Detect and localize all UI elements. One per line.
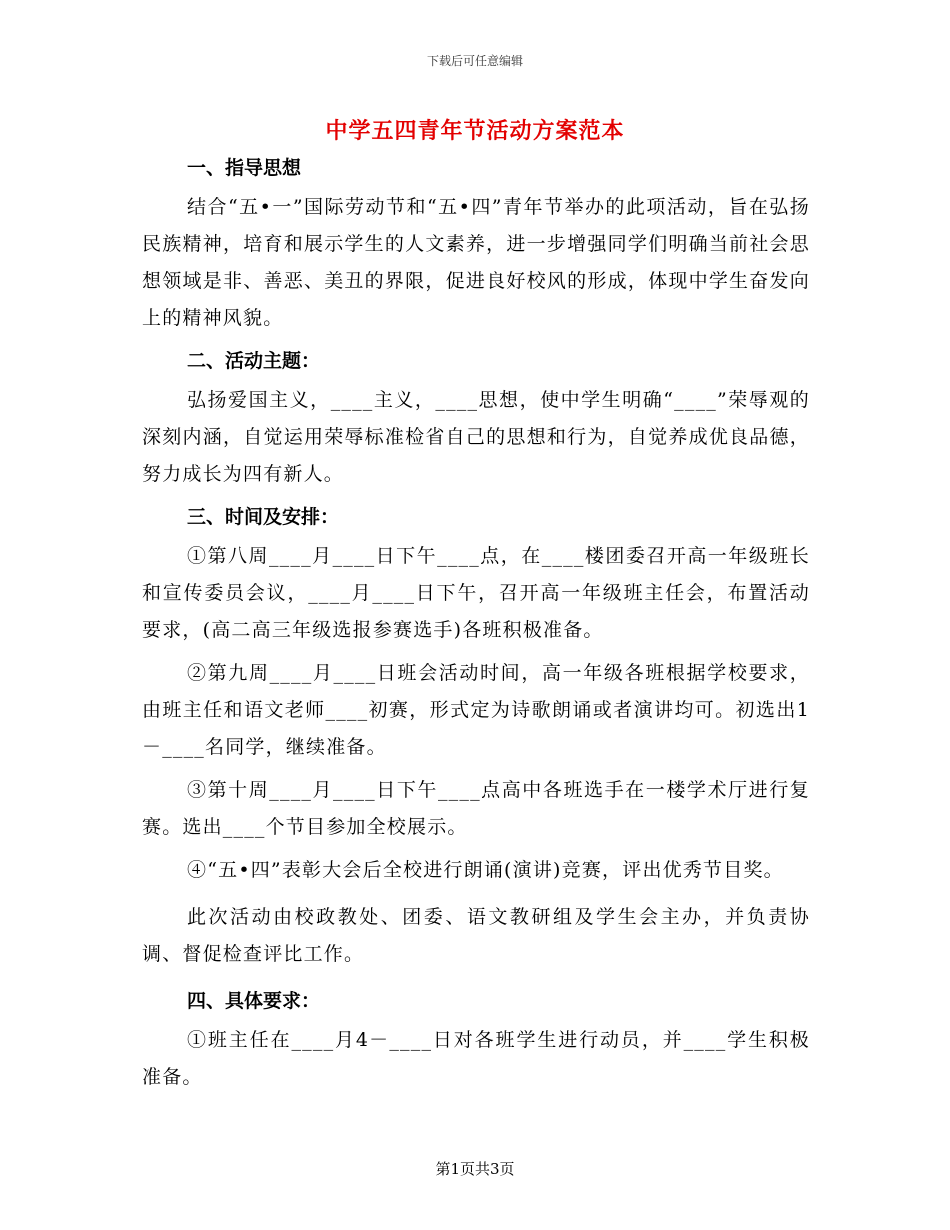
- section-heading: 三、时间及安排：: [187, 506, 340, 528]
- document-body: [142, 150, 810, 1102]
- section-paragraph: 弘扬爱国主义，____主义，____思想，使中学生明确“____”荣辱观的深刻内涵，自觉运用荣辱标准检省自己的思想和行为，自觉养成优良品德，努力成长为四有新人。: [142, 389, 810, 485]
- section-paragraph: 结合“五•一”国际劳动节和“五•四”青年节举办的此项活动，旨在弘扬民族精神，培育和展示学生的人文素养，进一步增强同学们明确当前社会思想领域是非、善恶、美丑的界限，促进良好校风的形成，体现中学生奋发向上的精神风貌。: [142, 196, 810, 329]
- page-number: 第1页共3页: [435, 1160, 515, 1178]
- section-heading: 一、指导思想: [187, 157, 302, 179]
- section-heading: 四、具体要求：: [187, 990, 321, 1012]
- section-guiding-ideology: [142, 150, 810, 337]
- section-paragraph: ①班主任在____月4－____日对各班学生进行动员，并____学生积极准备。: [142, 1029, 810, 1088]
- section-heading: 二、活动主题：: [187, 350, 321, 372]
- section-requirements: [142, 983, 810, 1096]
- section-paragraph: ③第十周____月____日下午____点高中各班选手在一楼学术厅进行复赛。选出____个节目参加全校展示。: [142, 779, 810, 838]
- document-title: 中学五四青年节活动方案范本: [325, 118, 625, 144]
- section-paragraph: ④“五•四”表彰大会后全校进行朗诵(演讲)竞赛，评出优秀节目奖。: [187, 859, 784, 881]
- page-header-note: 下载后可任意编辑: [426, 54, 523, 68]
- section-paragraph: ①第八周____月____日下午____点，在____楼团委召开高一年级班长和宣传委员会议，____月____日下午，召开高一年级班主任会，布置活动要求，(高二高三年级选报参赛选手)各班积极准备。: [142, 545, 810, 641]
- section-activity-theme: [142, 343, 810, 493]
- section-paragraph: 此次活动由校政教处、团委、语文教研组及学生会主办，并负责协调、督促检查评比工作。: [142, 906, 810, 965]
- section-schedule: [142, 499, 810, 973]
- section-paragraph: ②第九周____月____日班会活动时间，高一年级各班根据学校要求，由班主任和语文老师____初赛，形式定为诗歌朗诵或者演讲均可。初选出1－____名同学，继续准备。: [142, 662, 810, 758]
